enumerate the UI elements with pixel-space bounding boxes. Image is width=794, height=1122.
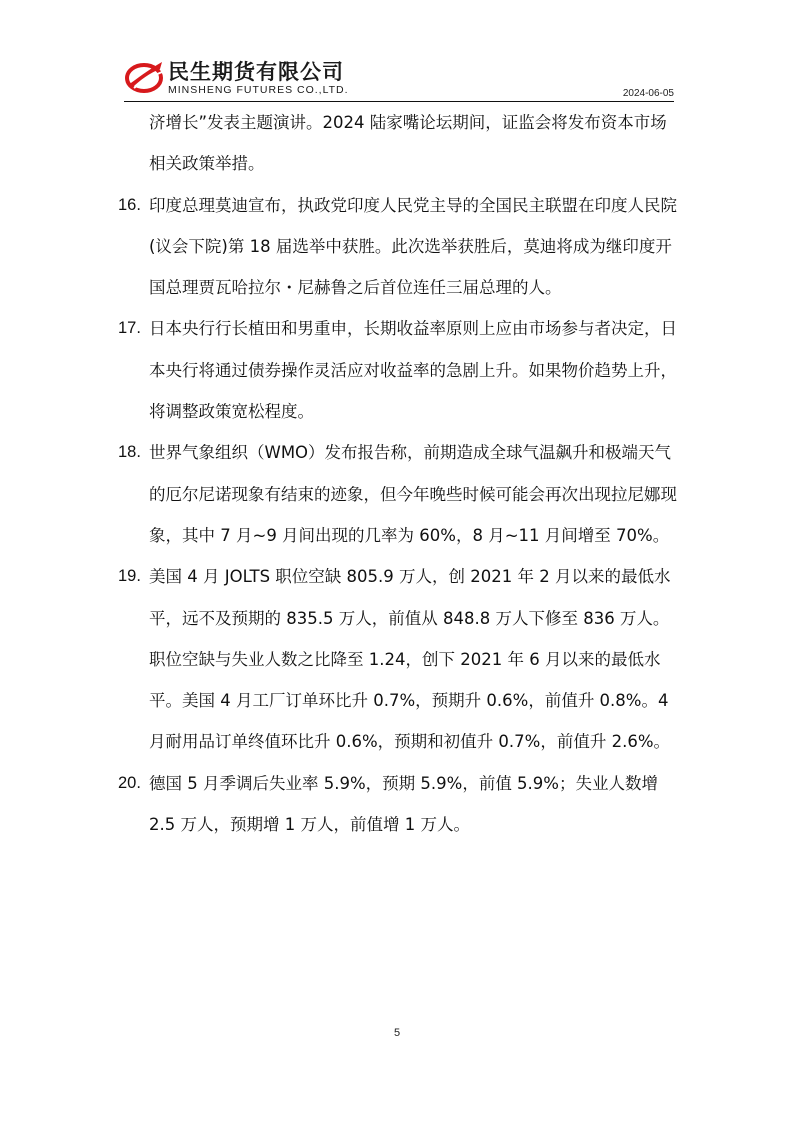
list-item-text: 美国 4 月 JOLTS 职位空缺 805.9 万人，创 2021 年 2 月以来的最低水平，远不及预期的 835.5 万人，前值从 848.8 万人下修至 836 万人。职位空缺与失业人数之比降至 1.24，创下 2021 年 6 月以来的最低水平。美国 4 月工厂订单环比升 0.7%，预期升 0.6%，前值升 0.8%。4 月耐用品订单终值环比升 0.6%，预期和初值升 0.7%，前值升 2.6%。 bbox=[149, 567, 671, 752]
page-header bbox=[124, 52, 674, 102]
minsheng-logo-icon bbox=[124, 58, 164, 94]
company-name-cn: 民生期货有限公司 bbox=[168, 60, 344, 84]
list-item-17 bbox=[118, 308, 678, 432]
list-item-16 bbox=[118, 185, 678, 309]
list-item-number: 20. bbox=[118, 773, 141, 792]
list-item-text: 世界气象组织（WMO）发布报告称，前期造成全球气温飙升和极端天气的厄尔尼诺现象有结束的迹象，但今年晚些时候可能会再次出现拉尼娜现象，其中 7 月~9 月间出现的几率为 60%，8 月~11 月间增至 70%。 bbox=[149, 443, 677, 545]
company-name-en: MINSHENG FUTURES CO.,LTD. bbox=[168, 84, 349, 96]
page-number: 5 bbox=[393, 1027, 401, 1039]
list-item-19 bbox=[118, 556, 678, 762]
list-item-text: 日本央行行长植田和男重申，长期收益率原则上应由市场参与者决定，日本央行将通过债券操作灵活应对收益率的急剧上升。如果物价趋势上升，将调整政策宽松程度。 bbox=[149, 319, 677, 422]
list-item-number: 19. bbox=[118, 567, 141, 586]
list-item-number: 17. bbox=[118, 319, 141, 338]
list-item-text: 印度总理莫迪宣布，执政党印度人民党主导的全国民主联盟在印度人民院(议会下院)第 18 届选举中获胜。此次选举获胜后，莫迪将成为继印度开国总理贾瓦哈拉尔・尼赫鲁之后首位连任三届总理的人。 bbox=[149, 195, 677, 298]
list-item-18 bbox=[118, 432, 678, 556]
document-body bbox=[118, 102, 678, 845]
continuation-paragraph: 济增长”发表主题演讲。2024 陆家嘴论坛期间，证监会将发布资本市场相关政策举措。 bbox=[149, 113, 667, 174]
list-item-text: 德国 5 月季调后失业率 5.9%，预期 5.9%，前值 5.9%；失业人数增 2.5 万人，预期增 1 万人，前值增 1 万人。 bbox=[149, 773, 658, 835]
list-item-number: 16. bbox=[118, 195, 141, 214]
list-item-number: 18. bbox=[118, 443, 141, 462]
header-date: 2024-06-05 bbox=[622, 88, 674, 99]
list-item-20 bbox=[118, 763, 678, 846]
